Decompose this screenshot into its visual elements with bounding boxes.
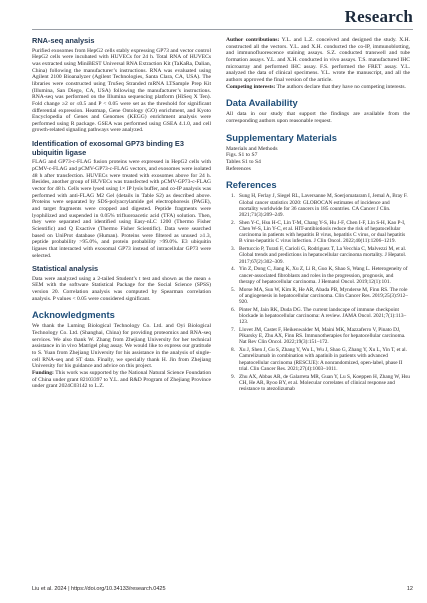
section-title-references: References [226, 179, 277, 191]
competing-body: The authors declare that they have no competing interests. [275, 83, 406, 90]
reference-item [226, 246, 410, 265]
reference-number: 3. [231, 246, 235, 253]
reference-text: Pinter M, Jain RK, Duda DG. The current landscape of immune checkpoint blockade in hepatocellular carcinoma: A review. JAMA Oncol. 2021;7(1):113–123. [239, 306, 407, 326]
reference-text: Morse MA, Sun W, Kim R, He AR, Abada PB, Mynderse M, Finn RS. The role of angiogenesis in hepatocellular carcinoma. Clin Cancer Res. 2019;25(3):912–920. [239, 286, 408, 305]
reference-text: Sung H, Ferlay J, Siegel RL, Laversanne M, Soerjomataram I, Jemal A, Bray F. Global cancer statistics 2020: GLOBOCAN estimates of incidence and mortality worldwide for 36 cancers in 185 countries. CA Cancer J Clin. 2021;71(3):209–249. [239, 193, 408, 218]
left-column [32, 37, 211, 390]
section-title-acknowledgments: Acknowledgments [32, 309, 115, 321]
reference-item [226, 327, 410, 346]
reference-text: Bertuccio P, Turati F, Carioli G, Rodriguez T, La Vecchia C, Malvezzi M, et al. Global trends and predictions in hepatocellular carcinoma mortality. J Hepatol. 2017;67(2):302–309. [239, 246, 407, 265]
funding-lead: Funding: [32, 369, 54, 376]
supplementary-item: Tables S1 to S4 [226, 158, 261, 165]
reference-number: 7. [231, 327, 235, 333]
supplementary-list [226, 146, 410, 173]
reference-text: Xu J, Shen J, Gu S, Zhang Y, Wu L, Wu J, Shao G, Zhang Y, Xu L, Yin T, et al. Camrelizumab in combination with apatinib in patients with advanced hepatocellular carcinoma (RESCUE): A nonrandomized, open-label, phase II trial. Clin Cancer Res. 2021;27(4):1003–1011. [239, 347, 407, 372]
section-body-rnaseq: Purified exosomes from HepG2 cells stably expressing GP73 and vector control HepG2 cells were incubated with HUVECs for 24 h. Total RNA of HUVECs was extracted using MiniBEST Universal RNA Extraction Kit (TaKaRa, Dalian, China) following the manufacturer’s instructions. RNA was evaluated using Agilent 2100 Bioanalyzer (Agilent Technologies, Santa Clara, CA, USA). The libraries were constructed using TruSeq Stranded mRNA LTSample Prep Kit (Illumina, San Diego, CA, USA) following the manufacturer’s instructions. RNA-seq was performed on the Illumina sequencing platform (HiSeq X Ten). Fold change ≥2 or ≤0.5 and P < 0.05 were set as the threshold for significant differential expression. Heatmap, Gene Ontology (GO) enrichment, and Kyoto Encyclopedia of Genes and Genomes (KEGG) enrichment analysis were performed using R package. GSEA was performed using GSEA 4.1.0, and cell growth-related signaling pathways were analyzed. [32, 47, 211, 134]
section-title-statistics: Statistical analysis [32, 264, 99, 274]
section-body-data-availability: All data in our study that support the findings are available from the corresponding authors upon reasonable request. [226, 111, 410, 124]
reference-number: 4. [231, 266, 235, 273]
competing-lead: Competing interests: [226, 83, 276, 90]
section-title-rnaseq: RNA-seq analysis [32, 36, 95, 45]
page-footer [32, 586, 413, 595]
supplementary-item: Figs. S1 to S7 [226, 152, 258, 159]
section-title-identification: Identification of exosomal GP73 binding E3 ubiquitin ligase [32, 139, 184, 157]
header-rule [32, 29, 413, 30]
section-body-identification: FLAG and GP73-c-FLAG fusion proteins were expressed in HepG2 cells with pCMV-c-FLAG and pCMV-GP73-c-FLAG vectors, and exosomes were isolated 48 h after transfection. HUVECs were treated with exosomes above for 24 h. Besides, another group of HUVECs was transfected with pCMV-GP73-c-FLAG vector for 48 h. Cells were lysed using 1× IP lysis buffer, and co-IP analysis was performed with anti-FLAG M2 Gel (details in Table S2) as described above. Proteins were separated by SDS-polyacrylamide gel electrophoresis (PAGE), and target fragments were cropped and digested. Peptide fragments were lyophilized and suspended in 0.05% trifluoroacetic acid (TFA) solution. Then, they were separated and identified using Easy-nLC 1200 (Thermo Fisher Scientific) and Q Exactive (Thermo Fisher Scientific). Data were searched based on UniProt database (Human). Proteins were filtered as unused ≥1.3, peptide probability >95.0%, and protein probability >99.0%. E3 ubiquitin ligases that interacted with exosomal GP73 instead of intracellular GP73 were selected. [32, 159, 211, 259]
supplementary-item: Materials and Methods [226, 145, 278, 152]
reference-item [226, 266, 410, 285]
competing-paragraph [226, 84, 410, 91]
footer-citation[interactable]: Liu et al. 2024 | https://doi.org/10.34133/research.0425 [32, 586, 166, 592]
journal-brand: Research [344, 7, 413, 26]
contributions-body: Y.L. and L.Z. conceived and designed the study. X.H. constructed all the vectors. Y.L. and X.H. conducted the co-IP, immunoblotting, and immunofluorescence staining assays. S.Z. conducted transwell and tube formation assays. Y.L. and X.H. conducted in vivo assays. T.S. manufactured IHC microarray and performed IHC assay. F.S. performed the FRET assay. Y.L. analyzed the data of clinical specimens. Y.L. wrote the manuscript, and all the authors approved the final version of the article. [226, 37, 410, 83]
reference-number: 8. [231, 347, 235, 354]
contributions-lead: Author contributions: [226, 37, 280, 43]
reference-item [226, 220, 410, 245]
reference-number: 2. [231, 219, 235, 226]
reference-list [226, 193, 410, 392]
reference-item [226, 374, 410, 393]
contributions-paragraph [226, 37, 410, 84]
section-body-acknowledgments: We thank the Luming Biological Technology Co. Ltd. and Oyi Biological Technology Co. Ltd. (Shanghai, China) for providing proteomics and RNA-seq services. We also thank W. Zhang from Zhejiang University for her technical assistance in in vivo Matrigel plug assay. We would like to express our gratitude to S. Yuan from Zhejiang University for his assistance in the analysis of single-cell RNA-seq and ST data. Finally, we specially thank H. Jin from Zhejiang University for his guidance and advice on this project. [32, 323, 211, 370]
reference-text: Zhu AX, Abbas AR, de Galarreta MR, Guan Y, Lu S, Koeppen H, Zhang W, Hsu CH, He AR, Ryoo BY, et al. Molecular correlates of clinical response and resistance to atezolizumab [239, 373, 410, 393]
reference-text: Llovet JM, Castet F, Heikenwalder M, Maini MK, Mazzaferro V, Pinato DJ, Pikarsky E, Zhu AX, Finn RS. Immunotherapies for hepatocellular carcinoma. Nat Rev Clin Oncol. 2022;19(3):151–172. [239, 327, 406, 346]
reference-number: 5. [231, 286, 235, 293]
funding-paragraph [32, 370, 211, 390]
reference-item [226, 307, 410, 326]
page-number: 12 [406, 586, 413, 592]
reference-item [226, 287, 410, 306]
funding-body: This work was supported by the National Natural Science Foundation of China under grant 82103397 to Y.L. and R&D Program of Zhejiang Province under grant 2024C03142 to L.Z. [32, 369, 211, 390]
reference-text: Yin Z, Dong C, Jiang K, Xu Z, Li R, Guo K, Shao S, Wang L. Heterogeneity of cancer-associated fibroblasts and roles in the progression, prognosis, and therapy of hepatocellular carcinoma. J Hematol Oncol. 2019;12(1):101. [239, 266, 408, 285]
reference-item [226, 193, 410, 218]
reference-number: 6. [231, 306, 235, 313]
reference-item [226, 347, 410, 372]
section-title-data-availability: Data Availability [226, 97, 298, 109]
reference-number: 1. [231, 193, 235, 200]
supplementary-item: References [226, 165, 251, 172]
section-body-statistics: Data were analyzed using a 2-tailed Student’s t test and shown as the mean ± SEM with the software Statistical Package for the Social Science (SPSS) version 20. Correlation analysis was computed by Spearman correlation analysis. P values < 0.05 were considered significant. [32, 275, 211, 302]
reference-number: 9. [231, 373, 235, 380]
section-title-supplementary: Supplementary Materials [226, 131, 337, 143]
right-column [226, 37, 410, 394]
reference-text: Shen Y-C, Hsu H-C, Lin T-M, Chang Y-S, Hu J-F, Chen I-F, Lin S-H, Kao P-I, Chen W-S, Lin Y-C, et al. HIT-antibiotiosis reduce the risk of hepatocellular carcinoma in patients with hepatitis B virus, hepatitis C virus, or dual hepatitis B virus-hepatitis C virus infection. J Clin Oncol. 2022;40(11):1206–1219. [239, 219, 406, 245]
page-header [0, 0, 427, 30]
